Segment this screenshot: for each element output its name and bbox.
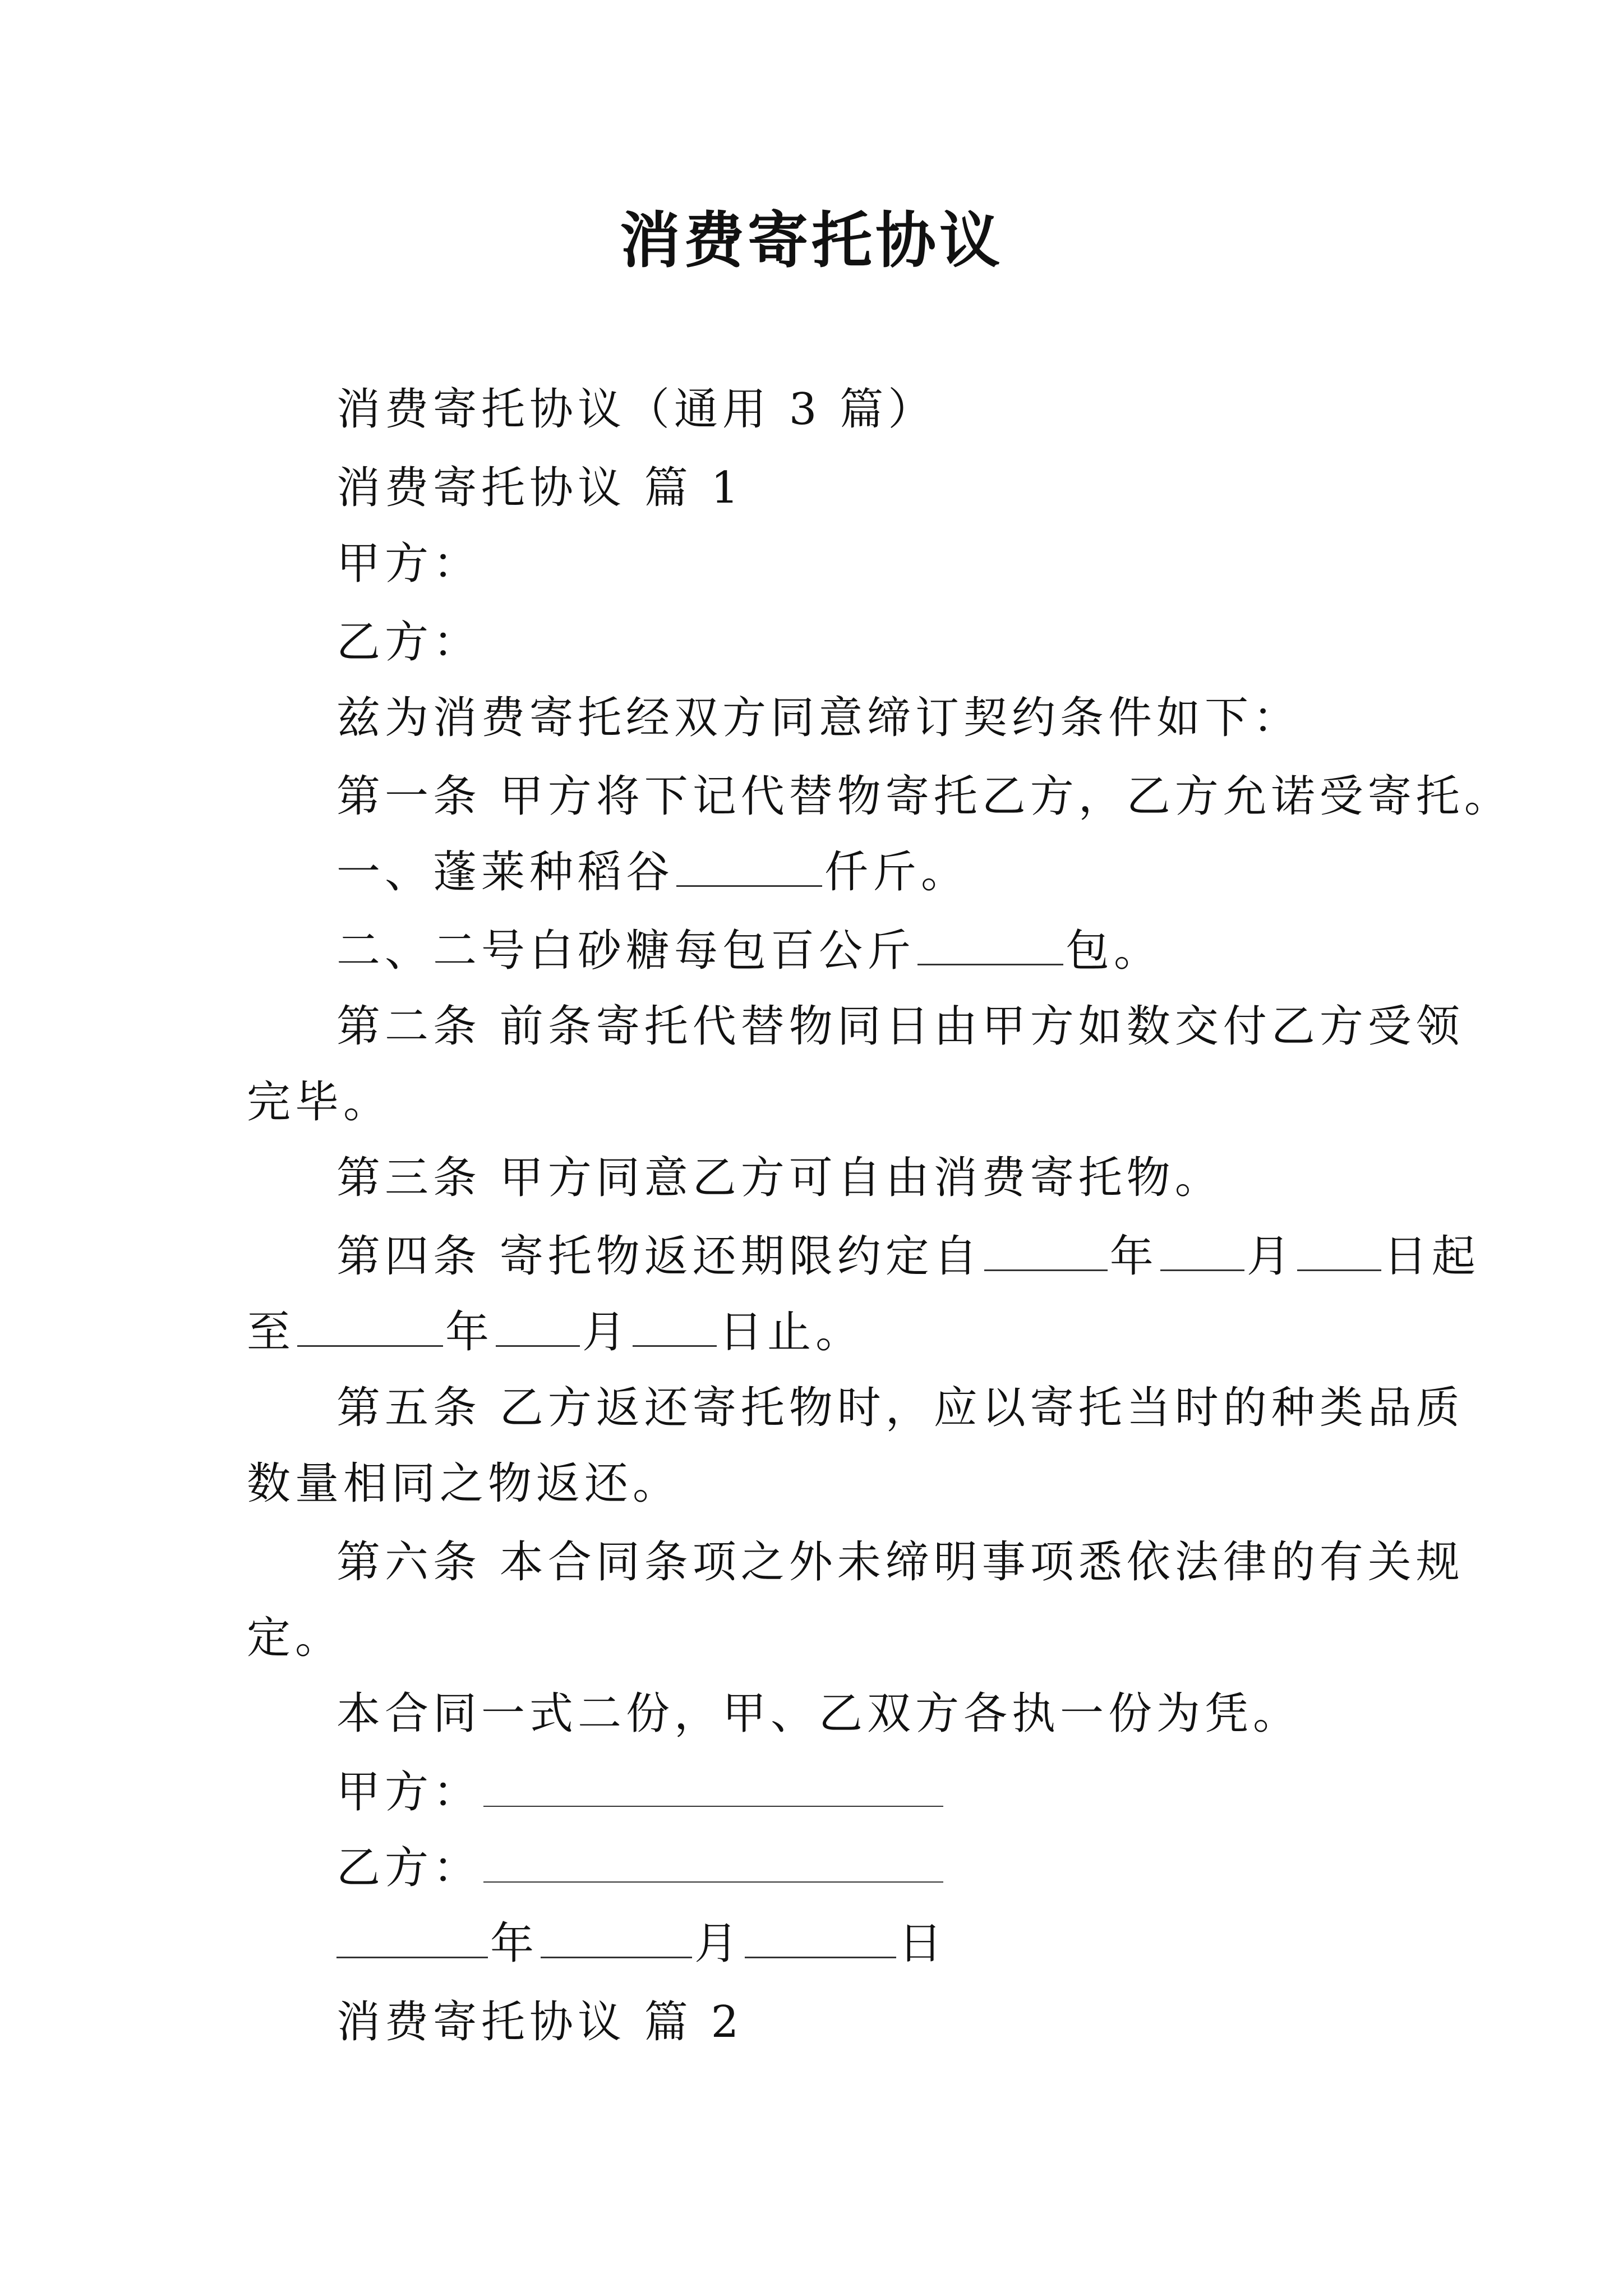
- party-a-label: 甲方：: [336, 539, 482, 589]
- item-1-unit: 仟斤。: [824, 847, 970, 898]
- article-2-line-2: 完毕。: [247, 1077, 392, 1128]
- end-suffix: 止。: [767, 1307, 864, 1358]
- item-1: [336, 844, 969, 900]
- article-4-text: 第四条 寄托物返还期限约定自: [336, 1231, 982, 1282]
- article-5-line-1: 第五条 乙方返还寄托物时，应以寄托当时的种类品质: [336, 1383, 1464, 1433]
- signature-b-label: 乙方：: [336, 1843, 482, 1893]
- date-year-label: 年: [490, 1918, 539, 1969]
- end-month-label: 月: [582, 1307, 631, 1358]
- start-month-label: 月: [1246, 1231, 1295, 1282]
- article-6-line-1: 第六条 本合同条项之外未缔明事项悉依法律的有关规: [336, 1537, 1464, 1588]
- item-2-blank: [917, 924, 1063, 965]
- signature-a-blank: [483, 1766, 943, 1807]
- end-to-label: 至: [247, 1307, 296, 1358]
- start-day-blank: [1297, 1230, 1381, 1271]
- date-year-blank: [336, 1917, 488, 1958]
- article-2-line-1: 第二条 前条寄托代替物同日由甲方如数交付乙方受领: [336, 1001, 1464, 1052]
- start-suffix: 起: [1431, 1231, 1480, 1282]
- signature-a: [336, 1764, 946, 1820]
- item-2-text: 二、二号白砂糖每包百公斤: [336, 926, 916, 976]
- article-5-line-2: 数量相同之物返还。: [247, 1458, 681, 1509]
- heading-part1: 消费寄托协议 篇 1: [336, 463, 744, 513]
- article-3: 第三条 甲方同意乙方可自由消费寄托物。: [336, 1153, 1223, 1203]
- start-day-label: 日: [1383, 1231, 1432, 1282]
- start-year-blank: [984, 1230, 1108, 1271]
- item-1-blank: [676, 846, 822, 887]
- start-month-blank: [1160, 1230, 1244, 1271]
- item-2: [336, 923, 1162, 979]
- end-year-blank: [297, 1306, 443, 1347]
- heading-part2: 消费寄托协议 篇 2: [336, 1997, 744, 2047]
- date-day-blank: [745, 1917, 896, 1958]
- signature-b: [336, 1840, 946, 1896]
- signature-a-label: 甲方：: [336, 1767, 482, 1818]
- start-year-label: 年: [1109, 1231, 1158, 1282]
- date-month-label: 月: [694, 1918, 743, 1969]
- signature-date: [336, 1916, 947, 1972]
- signature-b-blank: [483, 1842, 943, 1883]
- item-2-unit: 包。: [1066, 926, 1163, 976]
- article-1: 第一条 甲方将下记代替物寄托乙方，乙方允诺受寄托。: [336, 771, 1513, 822]
- article-4-line-2: [247, 1304, 864, 1360]
- article-4-line-1: [336, 1228, 1480, 1285]
- date-month-blank: [541, 1917, 692, 1958]
- end-day-label: 日: [719, 1307, 768, 1358]
- party-b-label: 乙方：: [336, 617, 482, 668]
- article-6-line-2: 定。: [247, 1613, 344, 1663]
- end-year-label: 年: [445, 1307, 494, 1358]
- date-day-label: 日: [898, 1918, 947, 1969]
- heading-main: 消费寄托协议（通用 3 篇）: [336, 384, 937, 435]
- copies-paragraph: 本合同一式二份，甲、乙双方各执一份为凭。: [336, 1688, 1302, 1739]
- end-month-blank: [496, 1306, 580, 1347]
- intro-paragraph: 兹为消费寄托经双方同意缔订契约条件如下：: [336, 693, 1302, 743]
- item-1-text: 一、蓬莱种稻谷: [336, 847, 675, 898]
- document-title: 消费寄托协议: [619, 206, 1003, 276]
- end-day-blank: [633, 1306, 717, 1347]
